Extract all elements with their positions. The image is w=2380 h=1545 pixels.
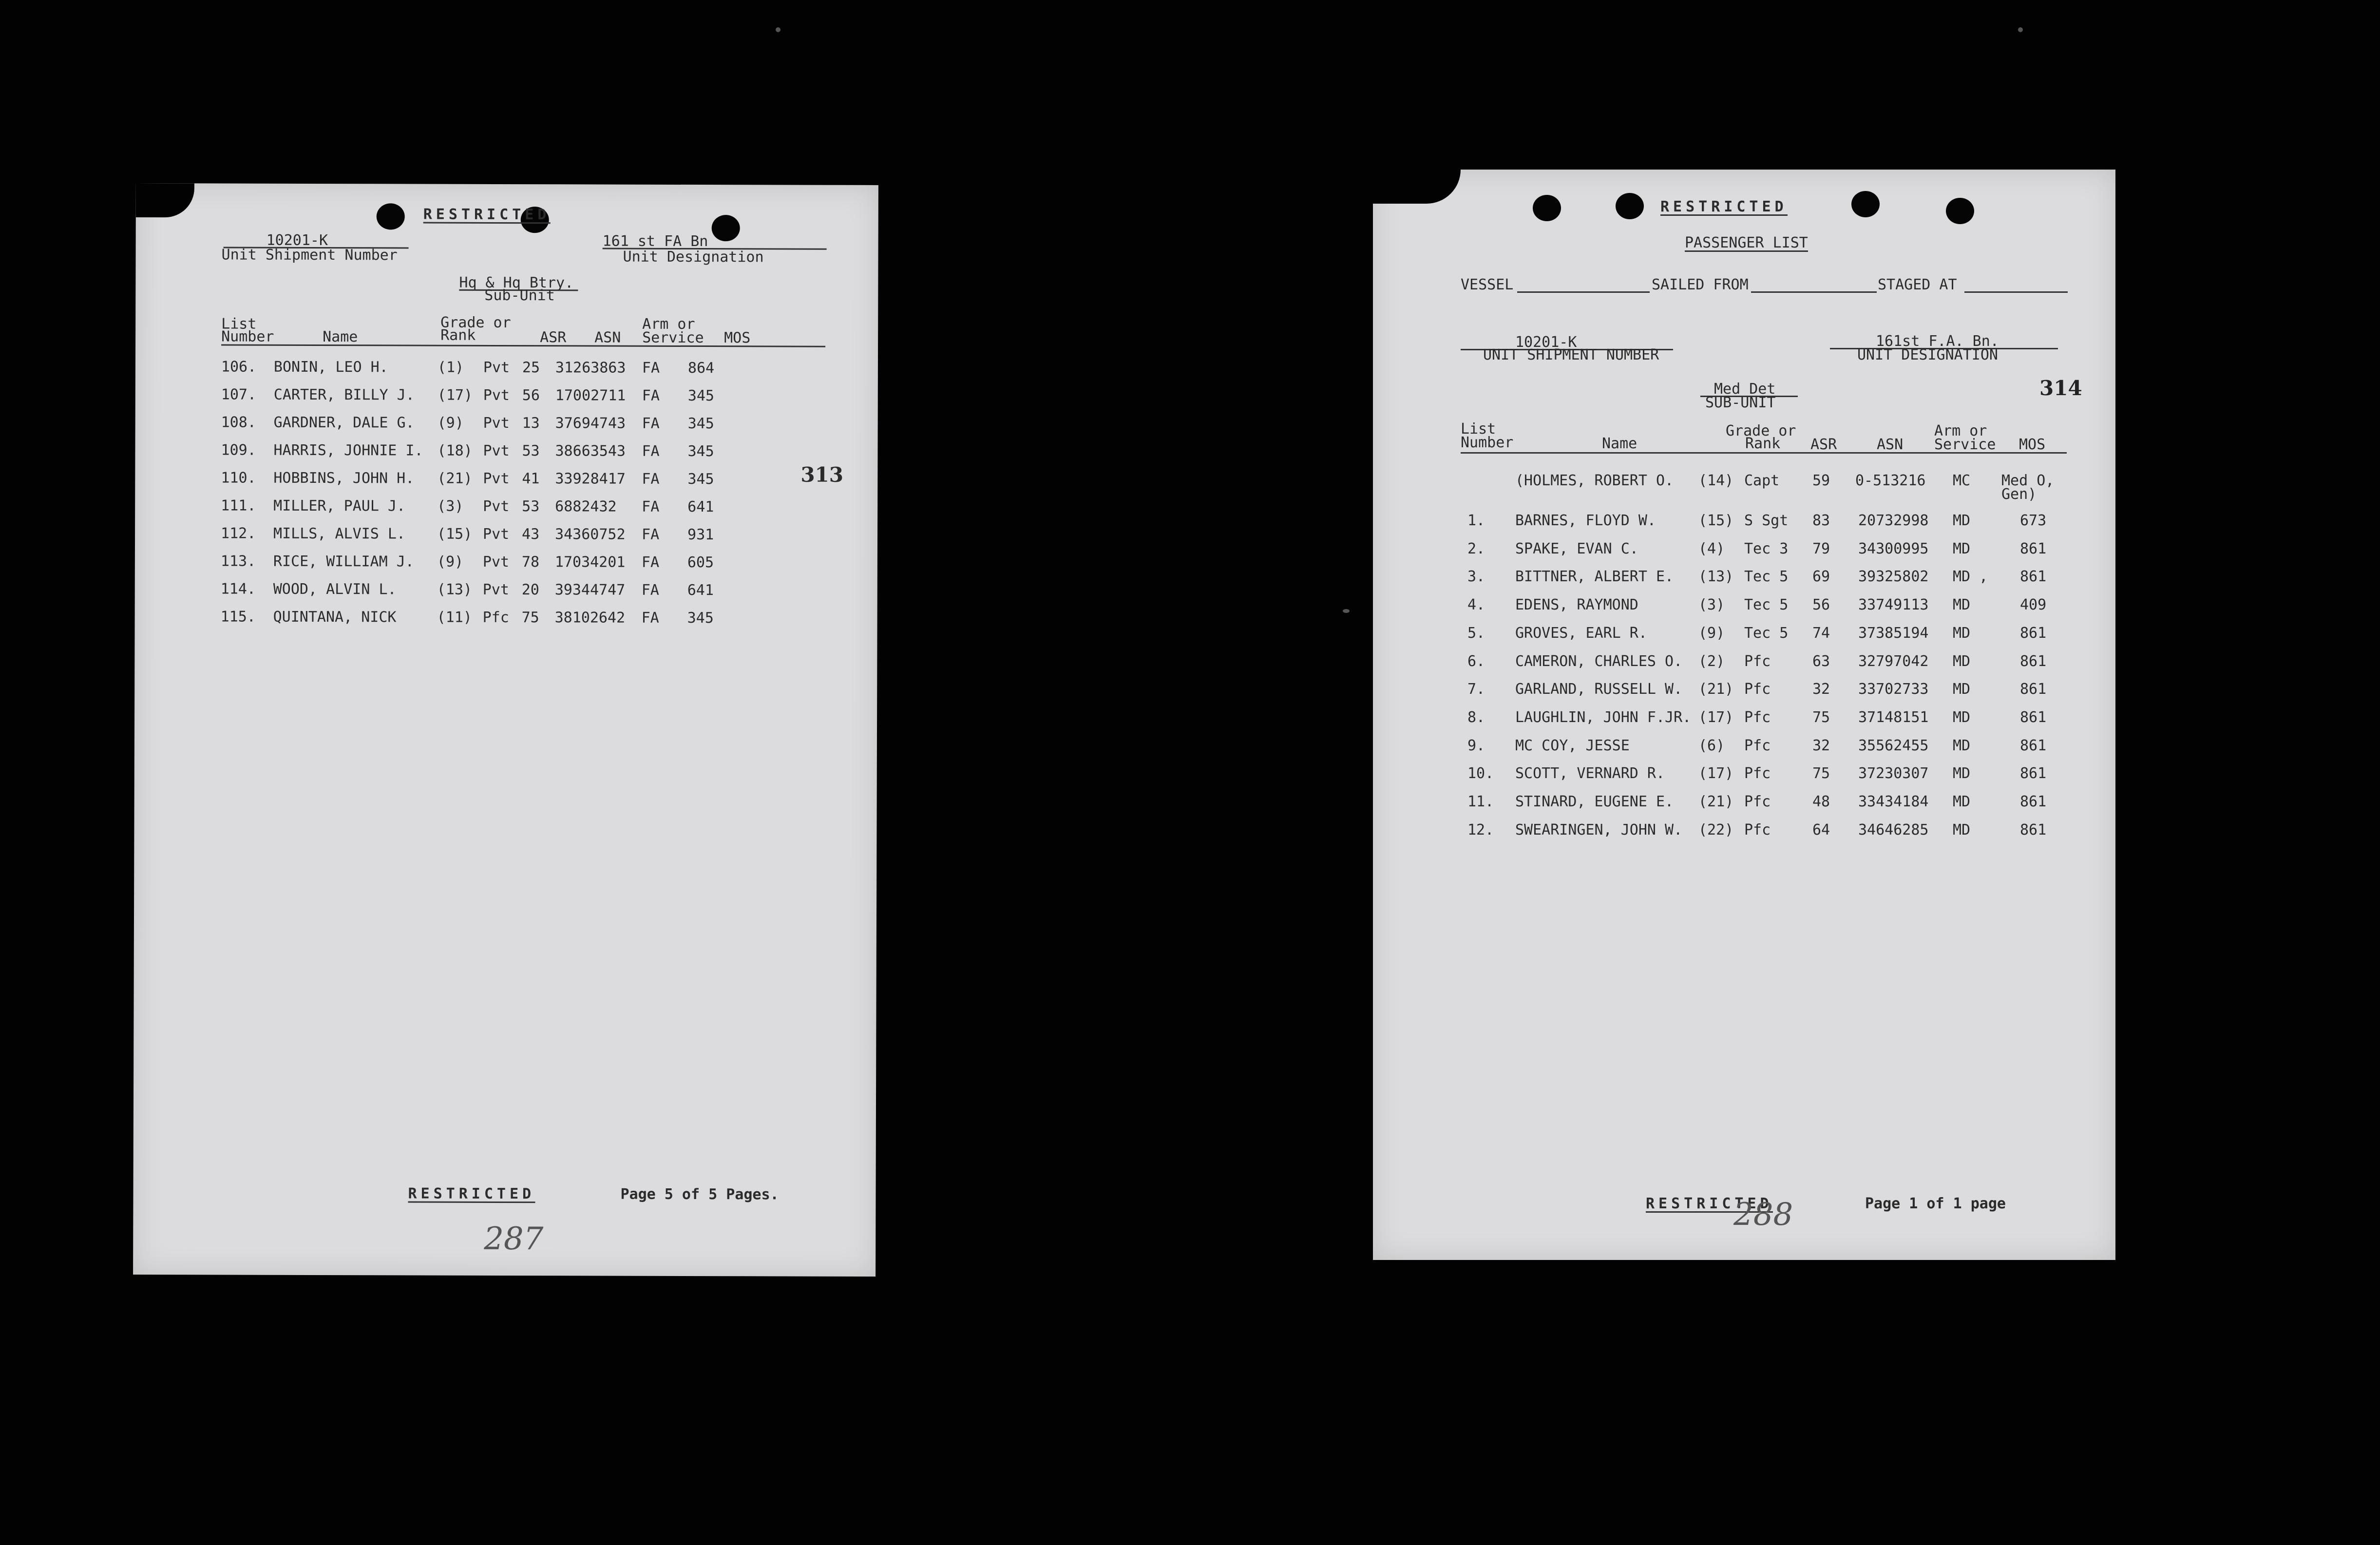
cell-asr: 75 [1812,708,1830,726]
cell-name: LAUGHLIN, JOHN F.JR. [1515,708,1692,726]
cell-name: MILLS, ALVIS L. [273,525,406,543]
cell-name: QUINTANA, NICK [273,608,397,626]
cell-num: 109. [221,441,256,459]
cell-num: 5. [1467,624,1485,642]
cell-arm: MD [1953,624,1971,642]
torn-corner [136,183,194,217]
cell-arm: MD [1953,652,1971,670]
cell-num: 9. [1467,737,1485,754]
officer-rank: Capt [1744,472,1780,489]
table-row [135,554,877,571]
cell-code: (22) [1698,821,1734,839]
cell-asr: 53 [522,442,540,460]
vessel-blank [1517,291,1650,293]
cell-num: 4. [1467,596,1485,614]
cell-mos: 345 [687,415,714,433]
cell-arm: FA [641,553,660,571]
cell-asr: 63 [1812,652,1830,670]
table-row [1373,710,2115,725]
cell-asr: 20 [521,581,539,599]
cell-mos: 641 [687,498,714,516]
cell-name: EDENS, RAYMOND [1515,596,1638,614]
cell-code: (15) [1698,512,1734,529]
cell-asn: 6882432 [555,498,617,515]
unit-shipment-number-label: UNIT SHIPMENT NUMBER [1483,346,1659,363]
col-arm: Arm or [642,315,695,333]
table-row [1373,626,2115,641]
cell-rank: Tec 5 [1744,568,1789,586]
cell-name: GARDNER, DALE G. [273,414,415,432]
punch-hole [1616,193,1644,219]
cell-code: (11) [437,609,472,626]
col-asn: ASN [594,329,621,346]
cell-code: (3) [437,497,464,515]
cell-code: (21) [1698,793,1734,810]
cell-rank: Pvt [483,359,510,377]
cell-asr: 64 [1812,821,1830,839]
cell-arm: FA [642,387,660,404]
torn-corner [1373,170,1461,204]
cell-asr: 41 [522,470,540,488]
col-name: Name [323,328,358,346]
officer-mos: Gen) [2001,486,2037,503]
cell-name: MILLER, PAUL J. [273,497,406,515]
restricted-header: RESTRICTED [423,206,551,224]
footer-page-count: Page 5 of 5 Pages. [620,1185,779,1203]
cell-mos: 864 [687,359,715,377]
cell-rank: Tec 5 [1744,624,1789,642]
cell-code: (17) [437,386,473,404]
cell-asr: 78 [521,553,540,571]
cell-arm: MD [1953,708,1971,726]
cell-mos: 409 [2020,596,2047,614]
cell-asn: 17034201 [554,553,626,571]
col-list-number: Number [221,328,274,345]
cell-name: SCOTT, VERNARD R. [1515,765,1665,782]
cell-name: SWEARINGEN, JOHN W. [1515,821,1683,839]
cell-name: BARNES, FLOYD W. [1515,512,1656,529]
sub-unit: Hq & Hq Btry. [459,274,574,292]
punch-hole [1851,191,1880,217]
officer-asn: 0-513216 [1855,472,1926,489]
sub-unit: Med Det [1714,381,1776,398]
cell-name: MC COY, JESSE [1515,737,1630,754]
table-row [1373,654,2115,669]
punch-hole [1533,195,1561,221]
page-title: PASSENGER LIST [1685,234,1808,251]
cell-asn: 34300995 [1858,540,1929,557]
punch-hole [377,203,405,229]
cell-arm: FA [642,359,660,377]
cell-asr: 56 [1812,596,1830,614]
table-row [1373,514,2115,528]
cell-mos: 861 [2020,821,2047,839]
right-document-page [1373,170,2115,1260]
table-row [1373,542,2115,556]
cell-arm: FA [642,415,660,432]
col-list-number: List [221,315,257,333]
officer-mos: Med O, [2001,472,2055,489]
cell-num: 6. [1467,652,1485,670]
officer-name: (HOLMES, ROBERT O. [1515,472,1674,489]
col-asr: ASR [1810,436,1837,453]
unit-shipment-number-label: Unit Shipment Number [221,246,398,264]
punch-hole [712,215,740,241]
cell-arm: MD [1953,596,1971,614]
cell-asn: 33434184 [1858,793,1929,810]
cell-rank: Pfc [1744,793,1771,810]
cell-rank: Pfc [1744,708,1771,726]
staged-at-label: STAGED AT [1878,276,1957,293]
col-grade: Grade or [1726,422,1796,439]
staged-at-blank [1964,291,2068,293]
cell-name: CARTER, BILLY J. [273,386,415,404]
cell-asr: 56 [522,387,540,404]
cell-num: 3. [1467,568,1485,586]
cell-asr: 48 [1812,793,1830,810]
cell-rank: Pvt [483,525,510,543]
cell-asn: 32797042 [1858,652,1929,670]
footer-restricted: RESTRICTED [408,1185,535,1203]
table-row [135,582,877,598]
col-mos: MOS [2019,436,2046,453]
cell-rank: Pfc [482,609,509,627]
dust-speck [1343,609,1350,613]
cell-mos: 861 [2020,540,2047,557]
cell-asn: 33749113 [1858,596,1929,614]
cell-code: (21) [1698,681,1734,698]
cell-code: (18) [437,442,473,459]
cell-mos: 861 [2020,568,2047,586]
cell-arm: FA [642,498,660,515]
cell-asn: 37385194 [1858,624,1929,642]
cell-mos: 861 [2020,793,2047,810]
vessel-label: VESSEL [1461,276,1514,293]
left-document-page [133,183,878,1277]
cell-code: (9) [1698,624,1725,642]
table-row [1373,739,2115,753]
punch-hole [1946,198,1974,224]
cell-num: 108. [221,414,256,431]
cell-mos: 931 [687,526,714,544]
col-mos: MOS [724,329,751,347]
cell-code: (1) [437,359,464,376]
cell-mos: 861 [2020,652,2047,670]
col-asr: ASR [540,329,567,346]
officer-arm: MC [1953,472,1971,489]
col-arm: Service [1934,436,1996,453]
passenger-table [134,360,878,654]
unit-designation-label: Unit Designation [623,248,764,266]
cell-mos: 673 [2020,512,2047,529]
col-arm: Service [642,329,704,347]
cell-name: HOBBINS, JOHN H. [273,469,415,487]
officer-asr: 59 [1812,472,1830,489]
cell-num: 111. [221,497,256,515]
cell-name: STINARD, EUGENE E. [1515,793,1674,810]
table-row [135,443,877,459]
cell-rank: Pfc [1744,737,1771,754]
cell-asn: 34646285 [1858,821,1929,839]
cell-code: (13) [1698,568,1734,586]
table-row [1373,766,2115,781]
cell-rank: S Sgt [1744,512,1789,529]
cell-rank: Pfc [1744,821,1771,839]
cell-asn: 31263863 [555,359,626,377]
table-row [135,415,878,432]
cell-num: 1. [1467,512,1485,529]
col-list-number: List [1461,420,1496,438]
cell-asr: 43 [522,526,540,543]
cell-mos: 345 [687,470,714,488]
cell-num: 106. [221,358,257,376]
cell-name: WOOD, ALVIN L. [273,580,397,598]
cell-num: 12. [1467,821,1494,839]
col-grade: Rank [1745,435,1781,452]
cell-name: BONIN, LEO H. [273,358,388,376]
table-row [1373,598,2115,612]
restricted-header: RESTRICTED [1660,198,1788,215]
cell-asn: 33702733 [1858,681,1929,698]
cell-asn: 37230307 [1858,765,1929,782]
cell-code: (15) [437,525,473,543]
passenger-table [1373,514,2115,855]
table-row [1373,570,2115,584]
cell-asr: 32 [1812,681,1830,698]
cell-asr: 69 [1812,568,1830,586]
cell-code: (13) [437,581,473,598]
table-row [135,360,878,376]
table-row [135,498,877,515]
cell-asr: 83 [1812,512,1830,529]
unit-designation: 161 st FA Bn [602,232,708,250]
cell-asn: 37694743 [555,415,626,432]
cell-num: 114. [220,580,256,598]
cell-arm: MD [1953,765,1971,782]
table-row [1373,823,2115,838]
col-asn: ASN [1877,436,1904,453]
cell-rank: Pvt [483,386,510,404]
cell-rank: Pvt [482,581,509,599]
officer-row [1373,474,2115,503]
cell-num: 2. [1467,540,1485,557]
sailed-from-blank [1751,291,1877,293]
cell-arm: MD [1953,737,1971,754]
footer-page-count: Page 1 of 1 page [1865,1195,2006,1212]
cell-arm: FA [641,581,659,599]
cell-asn: 38663543 [555,442,626,460]
cell-num: 107. [221,386,257,403]
cell-arm: FA [642,470,660,488]
cell-asn: 37148151 [1858,708,1929,726]
cell-arm: FA [641,609,659,627]
table-row [135,471,877,487]
cell-arm: MD [1953,512,1971,529]
col-grade: Rank [440,326,476,344]
table-row [135,387,878,404]
cell-num: 7. [1467,681,1485,698]
col-grade: Grade or [440,314,511,332]
cell-num: 115. [220,608,256,626]
cell-code: (17) [1698,708,1734,726]
cell-asr: 75 [521,609,539,627]
cell-rank: Pvt [483,442,510,460]
dust-speck [776,27,781,32]
cell-name: GARLAND, RUSSELL W. [1515,681,1683,698]
cell-rank: Pvt [483,414,510,432]
cell-num: 8. [1467,708,1485,726]
stamped-page-number: 314 [2039,376,2082,400]
cell-arm: MD [1953,793,1971,810]
cell-asr: 13 [522,415,540,432]
cell-rank: Tec 3 [1744,540,1789,557]
cell-asn: 20732998 [1858,512,1929,529]
unit-designation: 161st F.A. Bn. [1876,333,1999,350]
cell-rank: Pvt [482,553,510,571]
cell-name: SPAKE, EVAN C. [1515,540,1638,557]
cell-num: 11. [1467,793,1494,810]
cell-asr: 75 [1812,765,1830,782]
cell-code: (3) [1698,596,1725,614]
cell-num: 110. [221,469,256,487]
stamped-page-number: 313 [800,462,844,487]
cell-name: GROVES, EARL R. [1515,624,1647,642]
footer-restricted: RESTRICTED [1646,1195,1773,1212]
cell-code: (21) [437,470,473,487]
cell-asn: 33928417 [555,470,626,488]
cell-asn: 38102642 [554,609,626,627]
cell-name: BITTNER, ALBERT E. [1515,568,1674,586]
cell-mos: 861 [2020,624,2047,642]
cell-num: 113. [220,553,256,570]
cell-rank: Pfc [1744,765,1771,782]
cell-arm: FA [642,526,660,543]
cell-mos: 641 [687,581,714,599]
cell-asn: 39344747 [554,581,626,599]
cell-rank: Pfc [1744,652,1771,670]
cell-asr: 32 [1812,737,1830,754]
handwritten-number: 288 [1733,1197,1793,1233]
cell-mos: 861 [2020,708,2047,726]
col-list-number: Number [1461,434,1514,451]
table-row [135,610,877,626]
col-arm: Arm or [1934,422,1987,439]
cell-num: 112. [221,525,256,542]
cell-code: (4) [1698,540,1725,557]
cell-asn: 39325802 [1858,568,1929,586]
cell-code: (17) [1698,765,1734,782]
cell-rank: Pvt [483,497,510,515]
table-row [1373,795,2115,809]
sailed-from-label: SAILED FROM [1652,276,1749,293]
cell-asr: 25 [522,359,540,377]
cell-asn: 34360752 [555,526,626,543]
cell-mos: 861 [2020,681,2047,698]
cell-mos: 861 [2020,737,2047,754]
cell-arm: MD , [1953,568,1988,586]
cell-arm: MD [1953,681,1971,698]
cell-code: (9) [437,414,464,432]
cell-asn: 17002711 [555,387,626,404]
table-row [135,526,877,543]
cell-name: HARRIS, JOHNIE I. [273,441,423,459]
cell-rank: Tec 5 [1744,596,1789,614]
divider [1461,452,2067,454]
cell-num: 10. [1467,765,1494,782]
sub-unit-label: SUB-UNIT [1705,394,1776,411]
unit-designation-label: UNIT DESIGNATION [1857,346,1998,363]
cell-code: (9) [437,553,464,571]
cell-asr: 74 [1812,624,1830,642]
cell-mos: 861 [2020,765,2047,782]
unit-shipment-number: 10201-K [1515,334,1577,351]
cell-arm: MD [1953,821,1971,839]
unit-shipment-number: 10201-K [266,231,328,249]
cell-mos: 345 [687,442,714,460]
dust-speck [2018,27,2023,32]
cell-name: CAMERON, CHARLES O. [1515,652,1683,670]
cell-rank: Pfc [1744,681,1771,698]
cell-mos: 345 [687,387,715,405]
cell-code: (2) [1698,652,1725,670]
cell-mos: 345 [687,609,714,627]
cell-asn: 35562455 [1858,737,1929,754]
cell-arm: FA [642,442,660,460]
cell-rank: Pvt [483,470,510,488]
cell-code: (6) [1698,737,1725,754]
handwritten-number: 287 [484,1221,544,1258]
col-name: Name [1602,435,1637,452]
cell-asr: 53 [522,498,540,515]
sub-unit-label: Sub-Unit [484,286,555,305]
cell-arm: MD [1953,540,1971,557]
cell-name: RICE, WILLIAM J. [273,553,414,571]
cell-mos: 605 [687,553,714,572]
table-row [1373,682,2115,697]
officer-code: (14) [1698,472,1734,489]
cell-asr: 79 [1812,540,1830,557]
